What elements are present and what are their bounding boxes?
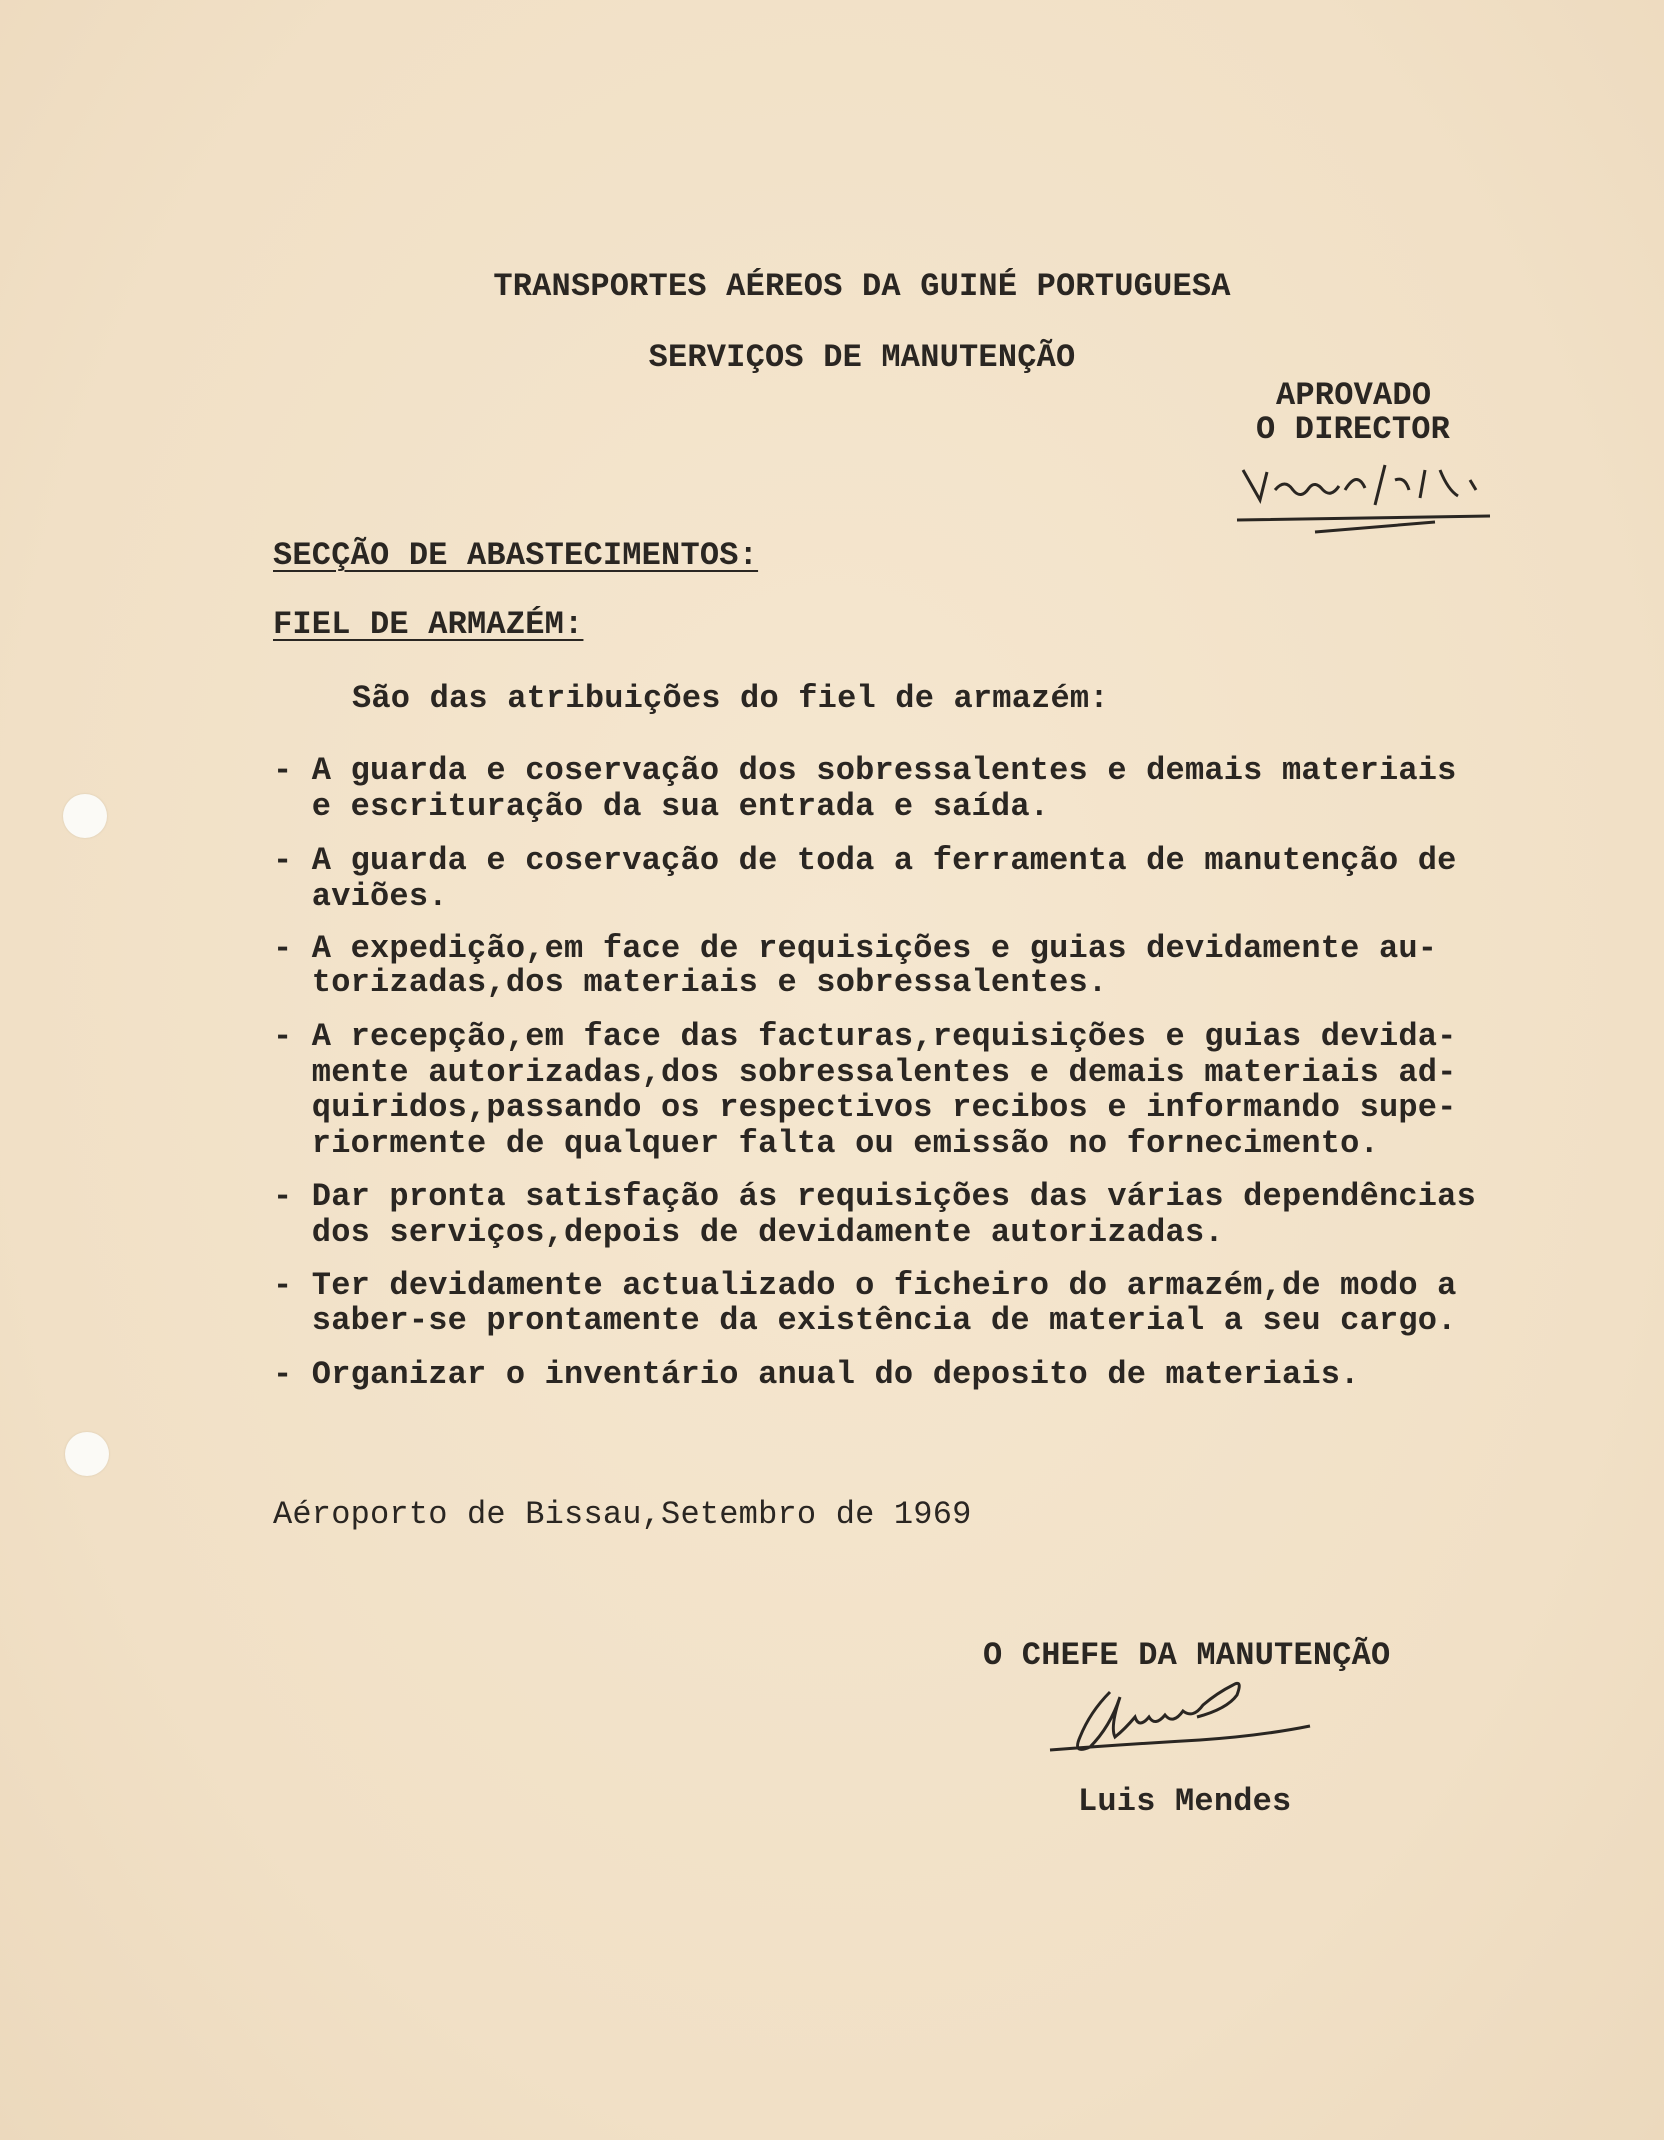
director-signature xyxy=(1235,450,1525,535)
duty-line: saber-se prontamente da existência de material a seu cargo. xyxy=(273,1302,1457,1339)
department-title: SERVIÇOS DE MANUTENÇÃO xyxy=(648,339,1076,376)
duty-line: - Dar pronta satisfação ás requisições das várias dependências xyxy=(273,1178,1476,1215)
duty-line: e escrituração da sua entrada e saída. xyxy=(273,788,1050,825)
section-heading: SECÇÃO DE ABASTECIMENTOS: xyxy=(273,537,759,574)
duty-line: mente autorizadas,dos sobressalentes e demais materiais ad- xyxy=(273,1054,1457,1091)
punch-hole xyxy=(63,794,107,838)
duty-line: - A recepção,em face das facturas,requisições e guias devida- xyxy=(273,1018,1457,1055)
role-heading: FIEL DE ARMAZÉM: xyxy=(273,606,584,643)
approval-label: APROVADO xyxy=(1276,377,1432,414)
chief-signature xyxy=(1040,1672,1360,1772)
duty-line: quiridos,passando os respectivos recibos e informando supe- xyxy=(273,1089,1457,1126)
signatory-name: Luis Mendes xyxy=(1078,1783,1292,1820)
duty-line: - A guarda e coservação dos sobressalentes e demais materiais xyxy=(273,752,1457,789)
intro-text: São das atribuições do fiel de armazém: xyxy=(352,680,1109,717)
duty-line: dos serviços,depois de devidamente autorizadas. xyxy=(273,1214,1224,1251)
duty-line: aviões. xyxy=(273,878,448,915)
company-title: TRANSPORTES AÉREOS DA GUINÉ PORTUGUESA xyxy=(493,268,1231,305)
duty-line: riormente de qualquer falta ou emissão no fornecimento. xyxy=(273,1125,1379,1162)
duty-line: - A guarda e coservação de toda a ferramenta de manutenção de xyxy=(273,842,1457,879)
duty-line: - Organizar o inventário anual do deposito de materiais. xyxy=(273,1356,1360,1393)
duty-line: - Ter devidamente actualizado o ficheiro do armazém,de modo a xyxy=(273,1267,1457,1304)
duty-line: torizadas,dos materiais e sobressalentes. xyxy=(273,964,1108,1001)
place-date: Aéroporto de Bissau,Setembro de 1969 xyxy=(273,1496,972,1533)
signatory-title: O CHEFE DA MANUTENÇÃO xyxy=(983,1637,1391,1674)
approval-director: O DIRECTOR xyxy=(1256,411,1451,448)
punch-hole xyxy=(65,1432,109,1476)
duty-line: - A expedição,em face de requisições e guias devidamente au- xyxy=(273,930,1438,967)
